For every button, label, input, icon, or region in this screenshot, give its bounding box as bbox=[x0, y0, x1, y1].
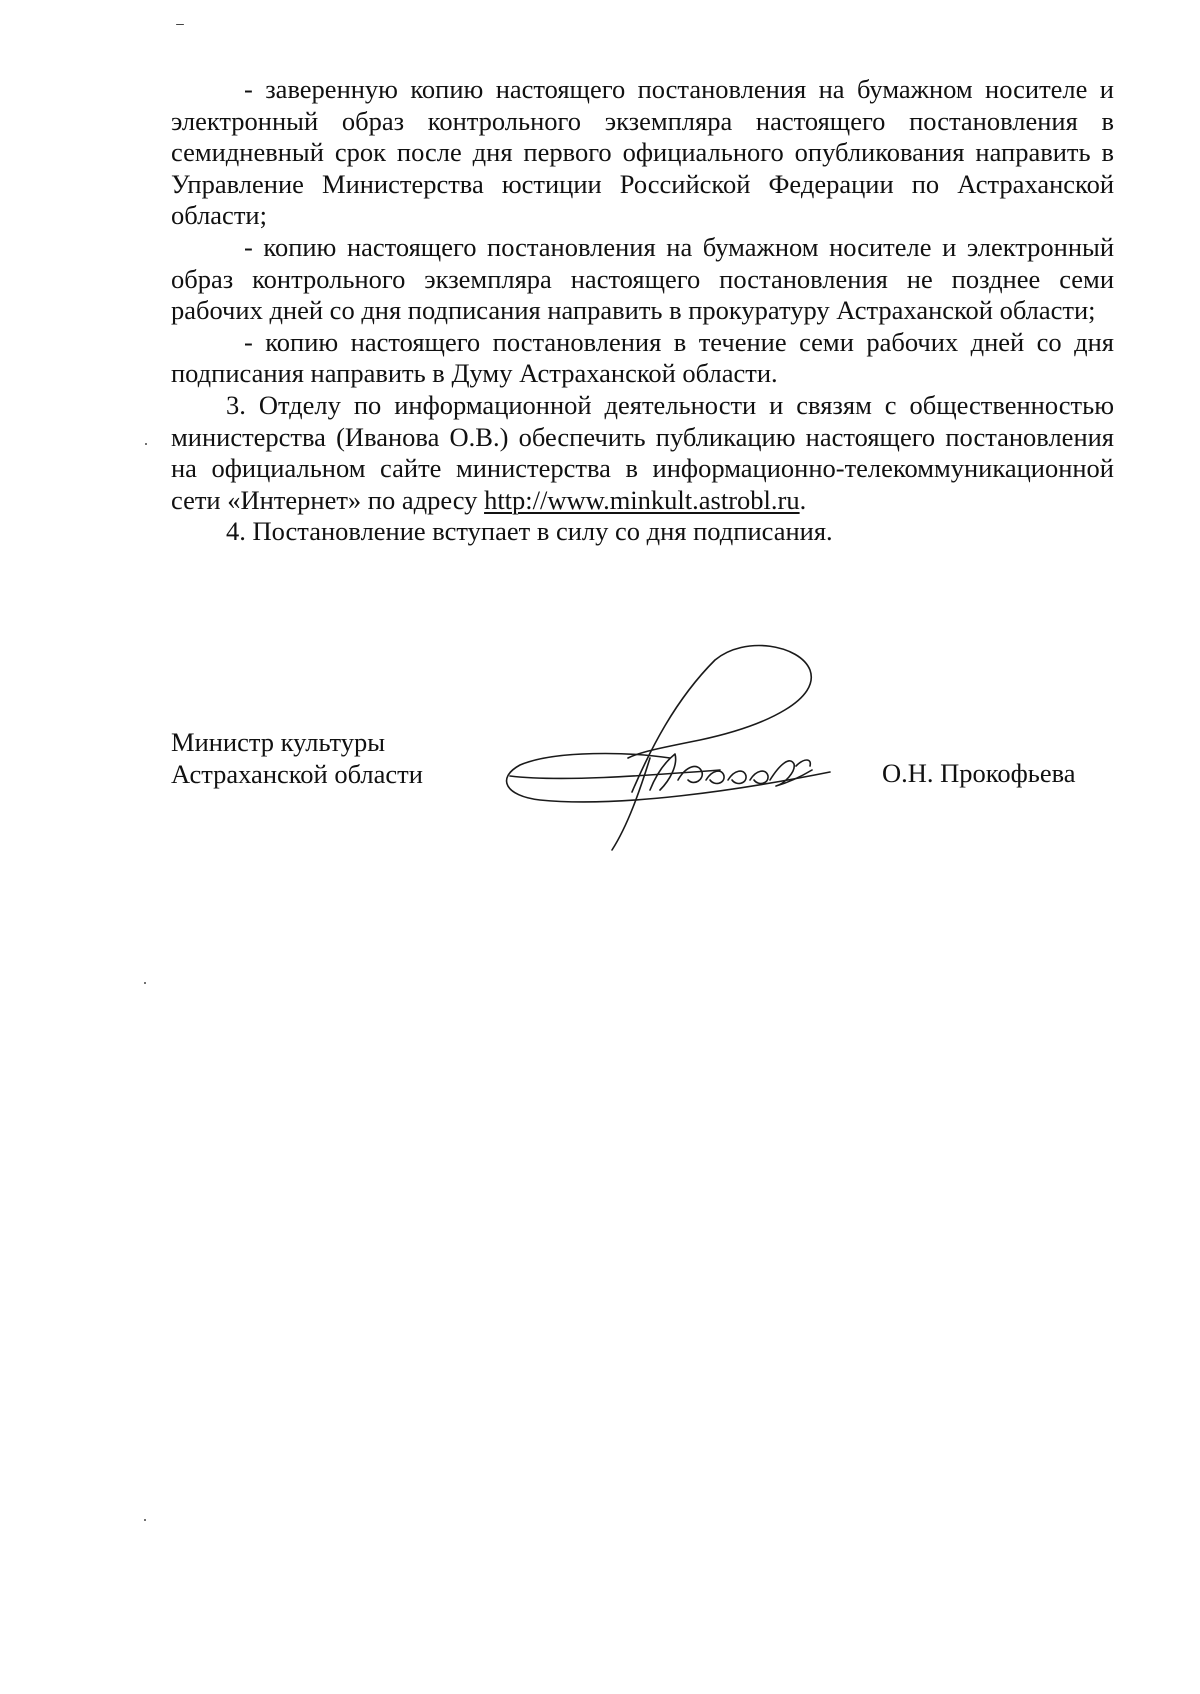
scan-speck bbox=[144, 1519, 146, 1521]
document-body bbox=[171, 74, 1114, 548]
website-link[interactable]: http://www.minkult.astrobl.ru bbox=[484, 484, 800, 515]
signer-name: О.Н. Прокофьева bbox=[882, 758, 1076, 788]
paragraph-certified-copy: - заверенную копию настоящего постановления на бумажном носителе и электронный образ контрольного экземпляра настоящего постановления в семидневный срок после дня первого официального опубликования направить в Управление Министерства юстиции Российской Федерации по Астраханской области; bbox=[171, 74, 1114, 231]
paragraph-item-4: 4. Постановление вступает в силу со дня подписания. bbox=[226, 516, 833, 547]
paragraph-copy-prosecutor: - копию настоящего постановления на бумажном носителе и электронный образ контрольного экземпляра настоящего постановления не позднее семи рабочих дней со дня подписания направить в прокуратуру Астраханской области; bbox=[171, 231, 1114, 326]
scan-speck bbox=[144, 982, 146, 984]
paragraph-item-3 bbox=[171, 390, 1114, 516]
paragraph-item-3-tail: . bbox=[799, 484, 807, 515]
paragraph-copy-duma: - копию настоящего постановления в течение семи рабочих дней со дня подписания направить в Думу Астраханской области. bbox=[171, 326, 1114, 389]
paragraph-item-3-text: 3. Отделу по информационной деятельности и связям с общественностью министерства (Иванова О.В.) обеспечить публикацию настоящего постановления на официальном сайте министерства в информационно-телекоммуникационной сети «Интернет» по адресу bbox=[171, 389, 1114, 515]
handwritten-signature bbox=[500, 640, 840, 855]
signer-position-line1: Министр культуры bbox=[171, 727, 386, 757]
scan-speck bbox=[176, 24, 184, 25]
scan-speck bbox=[145, 443, 147, 445]
signer-position bbox=[171, 727, 423, 790]
signer-position-line2: Астраханской области bbox=[171, 758, 423, 789]
